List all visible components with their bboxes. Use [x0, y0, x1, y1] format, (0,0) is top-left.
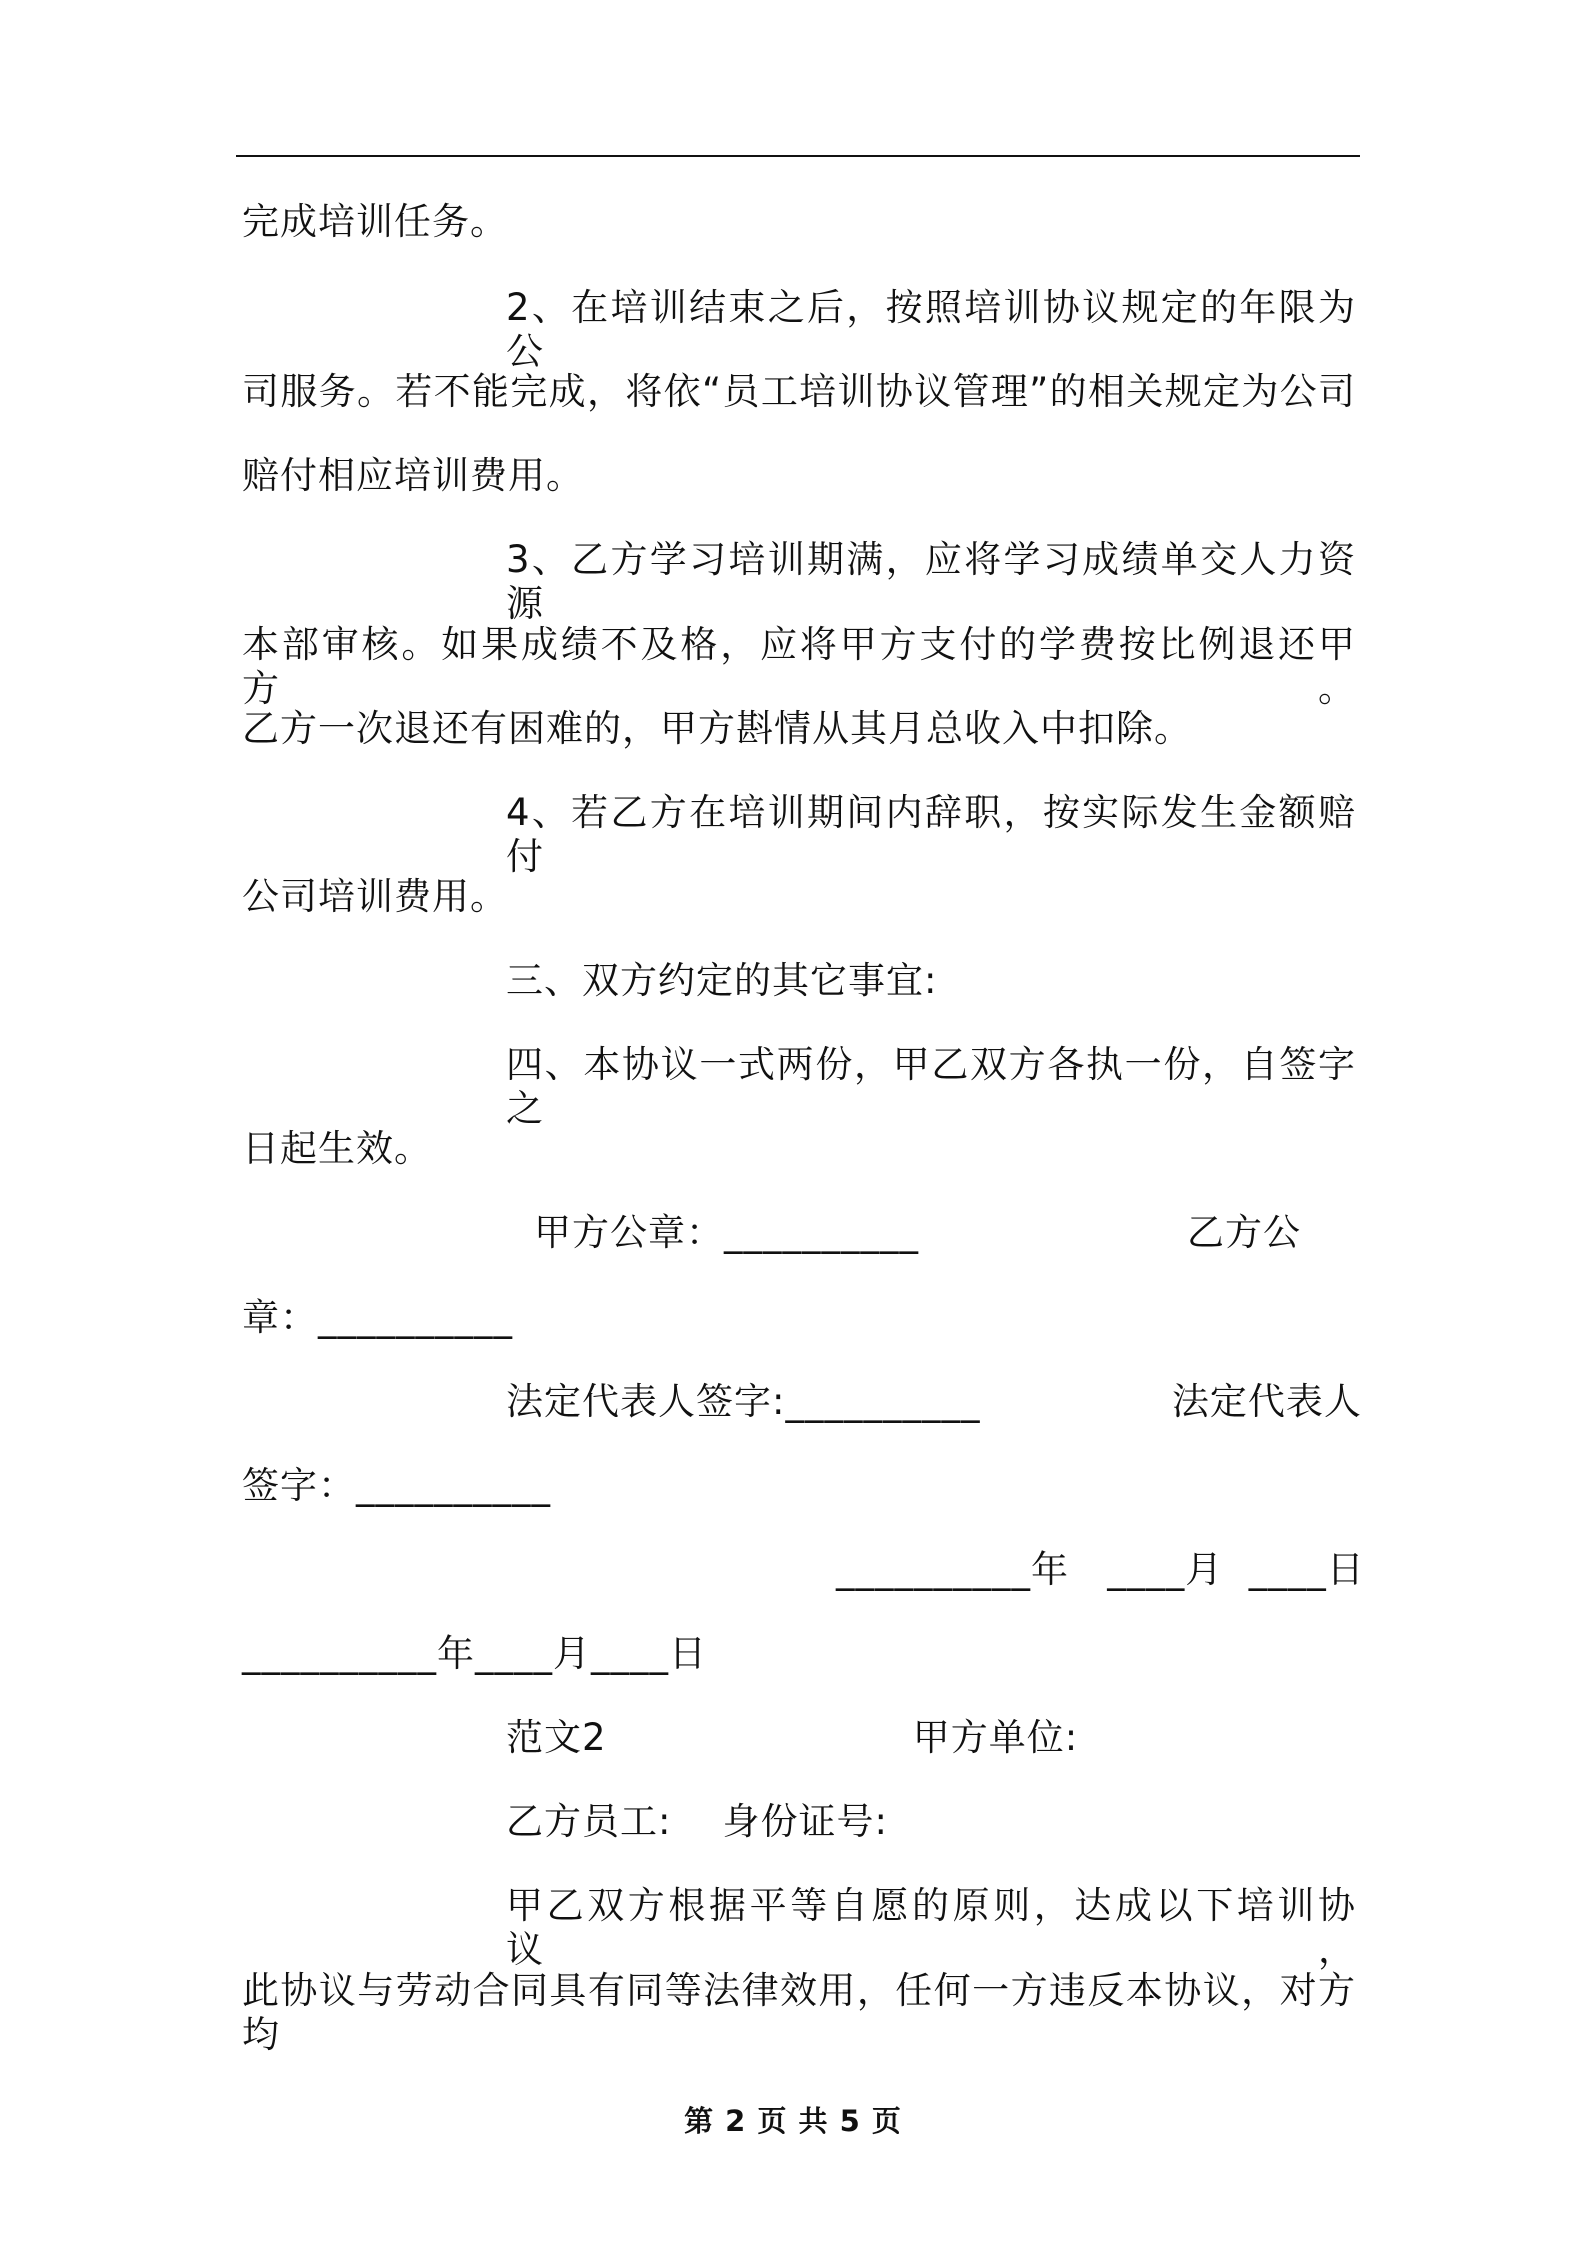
section-heading: 三、双方约定的其它事宜:	[506, 959, 938, 1002]
party-b-info: 乙方员工: 身份证号:	[506, 1800, 888, 1843]
text-line: 本部审核。如果成绩不及格，应将甲方支付的学费按比例退还甲方。	[242, 623, 1356, 710]
signature-line-representative: 法定代表人签字:__________ 法定代表人	[506, 1380, 1362, 1423]
text-line: 3、乙方学习培训期满，应将学习成绩单交人力资源	[506, 538, 1356, 625]
text-line: 日起生效。	[242, 1127, 432, 1170]
text-line: 四、本协议一式两份，甲乙双方各执一份，自签字之	[506, 1043, 1356, 1130]
date-line-party-b: __________年____月____日	[242, 1632, 707, 1675]
sample-heading: 范文2 甲方单位:	[506, 1716, 1079, 1759]
text-line: 完成培训任务。	[242, 200, 508, 243]
text-line: 4、若乙方在培训期间内辞职，按实际发生金额赔付	[506, 791, 1356, 878]
header-rule	[236, 155, 1360, 157]
text-line: 公司培训费用。	[242, 875, 508, 918]
date-line-party-a: __________年 ____月 ____日	[836, 1548, 1365, 1591]
signature-line-party-a-seal: 甲方公章：__________ 乙方公	[534, 1211, 1301, 1254]
page-indicator: 第 2 页 共 5 页	[684, 2104, 902, 2138]
text-line: 司服务。若不能完成，将依“员工培训协议管理”的相关规定为公司	[242, 370, 1356, 413]
text-line: 赔付相应培训费用。	[242, 454, 584, 497]
text-line: 此协议与劳动合同具有同等法律效用，任何一方违反本协议，对方均	[242, 1969, 1356, 2056]
signature-line-representative-b: 签字：__________	[242, 1464, 551, 1507]
text-line: 2、在培训结束之后，按照培训协议规定的年限为公	[506, 286, 1356, 373]
text-line: 甲乙双方根据平等自愿的原则，达成以下培训协议，	[506, 1884, 1356, 1971]
text-line: 乙方一次退还有困难的，甲方斟情从其月总收入中扣除。	[242, 707, 1192, 750]
signature-line-party-b-seal: 章：__________	[242, 1296, 513, 1339]
